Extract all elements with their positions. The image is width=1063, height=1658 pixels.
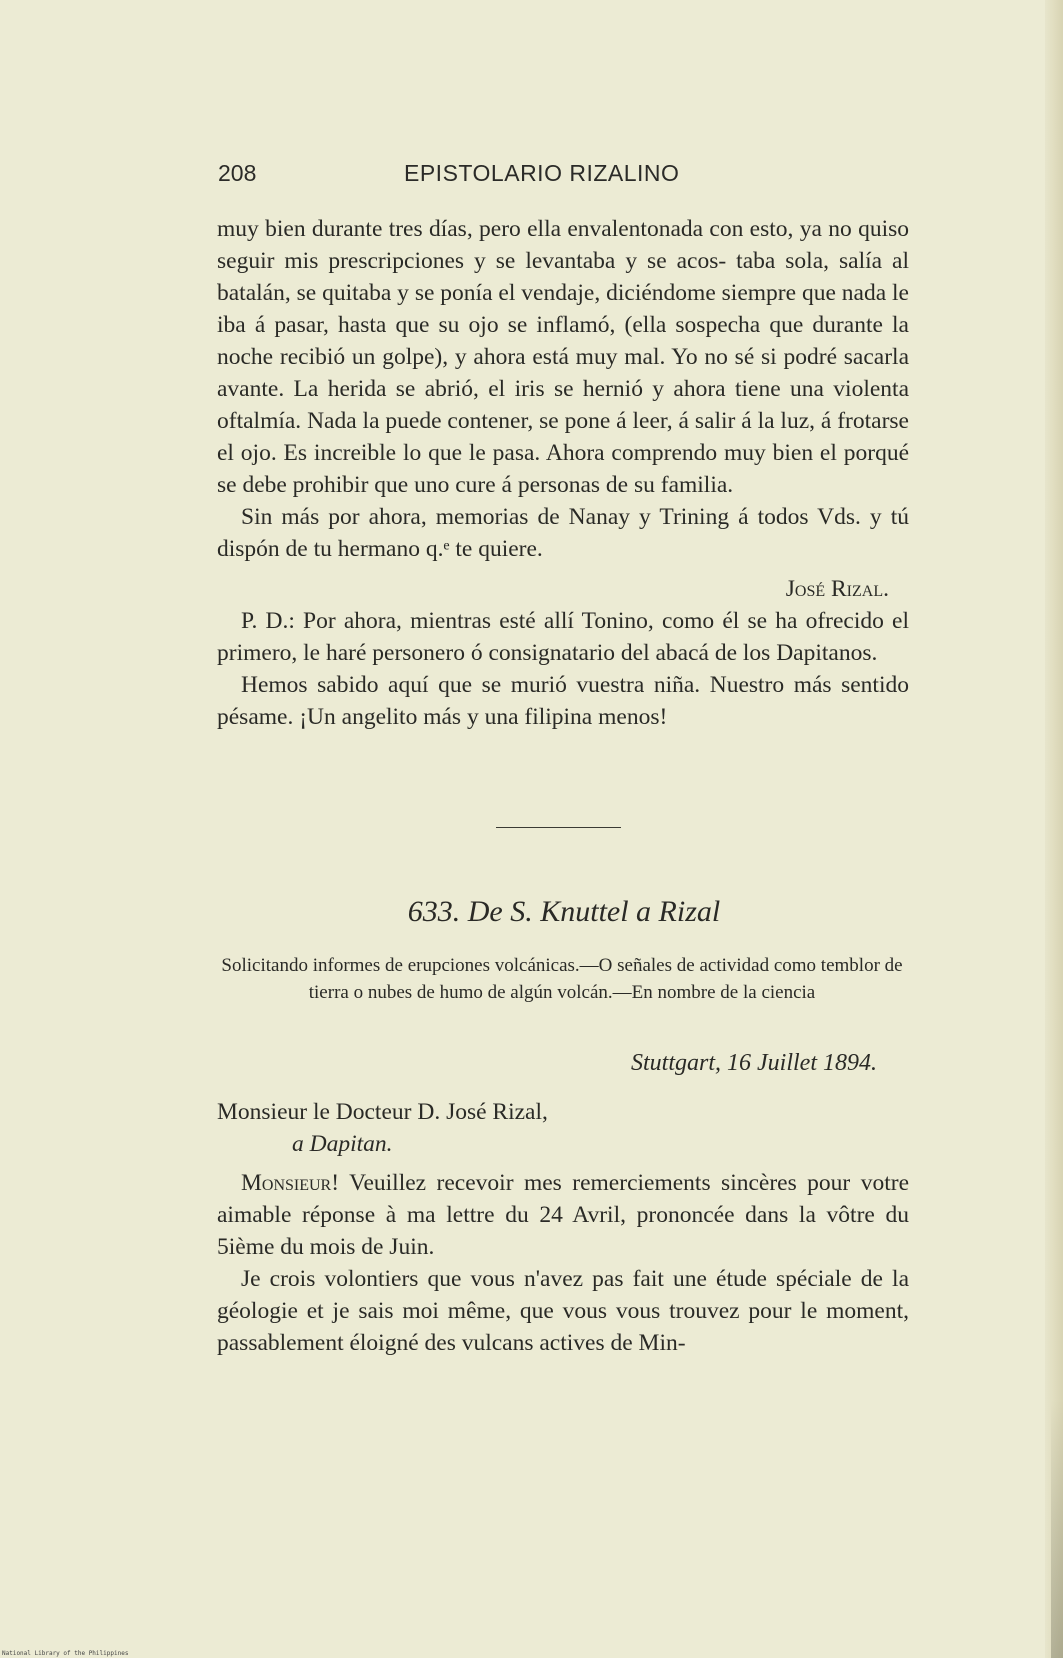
postscript: P. D.: Por ahora, mientras esté allí Tonino, como él se ha ofrecido el primero, le haré personero ó consignatario del abacá de los Dapitanos.: [217, 608, 909, 666]
running-title: EPISTOLARIO RIZALINO: [404, 160, 680, 186]
page-number: 208: [218, 160, 257, 186]
addressee-block: [217, 1096, 548, 1160]
paragraph: Sin más por ahora, memorias de Nanay y Trining á todos Vds. y tú dispón de tu hermano q.ᵉ te quiere.: [217, 504, 909, 562]
dateline: Stuttgart, 16 Juillet 1894.: [631, 1050, 877, 1076]
addressee: Monsieur le Docteur D. José Rizal,: [217, 1099, 548, 1125]
library-stamp: National Library of the Philippines: [2, 1650, 129, 1657]
addressee-place: a Dapitan.: [292, 1131, 393, 1157]
paragraph: Je crois volontiers que vous n'avez pas fait une étude spéciale de la géologie et je sais moi même, que vous vous trouvez pour le moment, passablement éloigné des vulcans actives de Min-: [217, 1266, 909, 1356]
letter-633-body: [217, 1167, 909, 1359]
section-divider: [496, 827, 621, 828]
running-header: [218, 160, 878, 194]
signature: José Rizal.: [785, 576, 889, 602]
paragraph: muy bien durante tres días, pero ella envalentonada con esto, ya no quiso seguir mis prescripciones y se levantaba y se acos- taba sola, salía al batalán, se quitaba y se ponía el vendaje, diciéndome siempre que nada le iba á pasar, hasta que su ojo se inflamó, (ella sospecha que durante la noche recibió un golpe), y ahora está muy mal. Yo no sé si podré sacarla avante. La herida se abrió, el iris se hernió y ahora tiene una violenta oftalmía. Nada la puede contener, se pone á leer, á salir á la luz, á frotarse el ojo. Es increible lo que le pasa. Ahora comprendo muy bien el porqué se debe prohibir que uno cure á personas de su familia.: [217, 216, 909, 498]
paragraph-text: Veuillez recevoir mes remerciements sincères pour votre aimable réponse à ma lettre du 24 Avril, prononcée dans la vôtre du 5ième du mois de Juin.: [217, 1170, 909, 1260]
paragraph: [217, 1167, 909, 1263]
postscript: Hemos sabido aquí que se murió vuestra niña. Nuestro más sentido pésame. ¡Un angelito más y una filipina menos!: [217, 672, 909, 730]
page-edge-shadow: [1051, 1400, 1063, 1658]
letter-heading: 633. De S. Knuttel a Rizal: [407, 895, 721, 928]
letter-summary: Solicitando informes de erupciones volcánicas.—O señales de actividad como temblor de tierra o nubes de humo de algún volcán.—En nombre de la ciencia: [221, 955, 903, 1003]
letter-632-body: [217, 213, 909, 733]
salutation-word: Monsieur!: [241, 1170, 340, 1196]
